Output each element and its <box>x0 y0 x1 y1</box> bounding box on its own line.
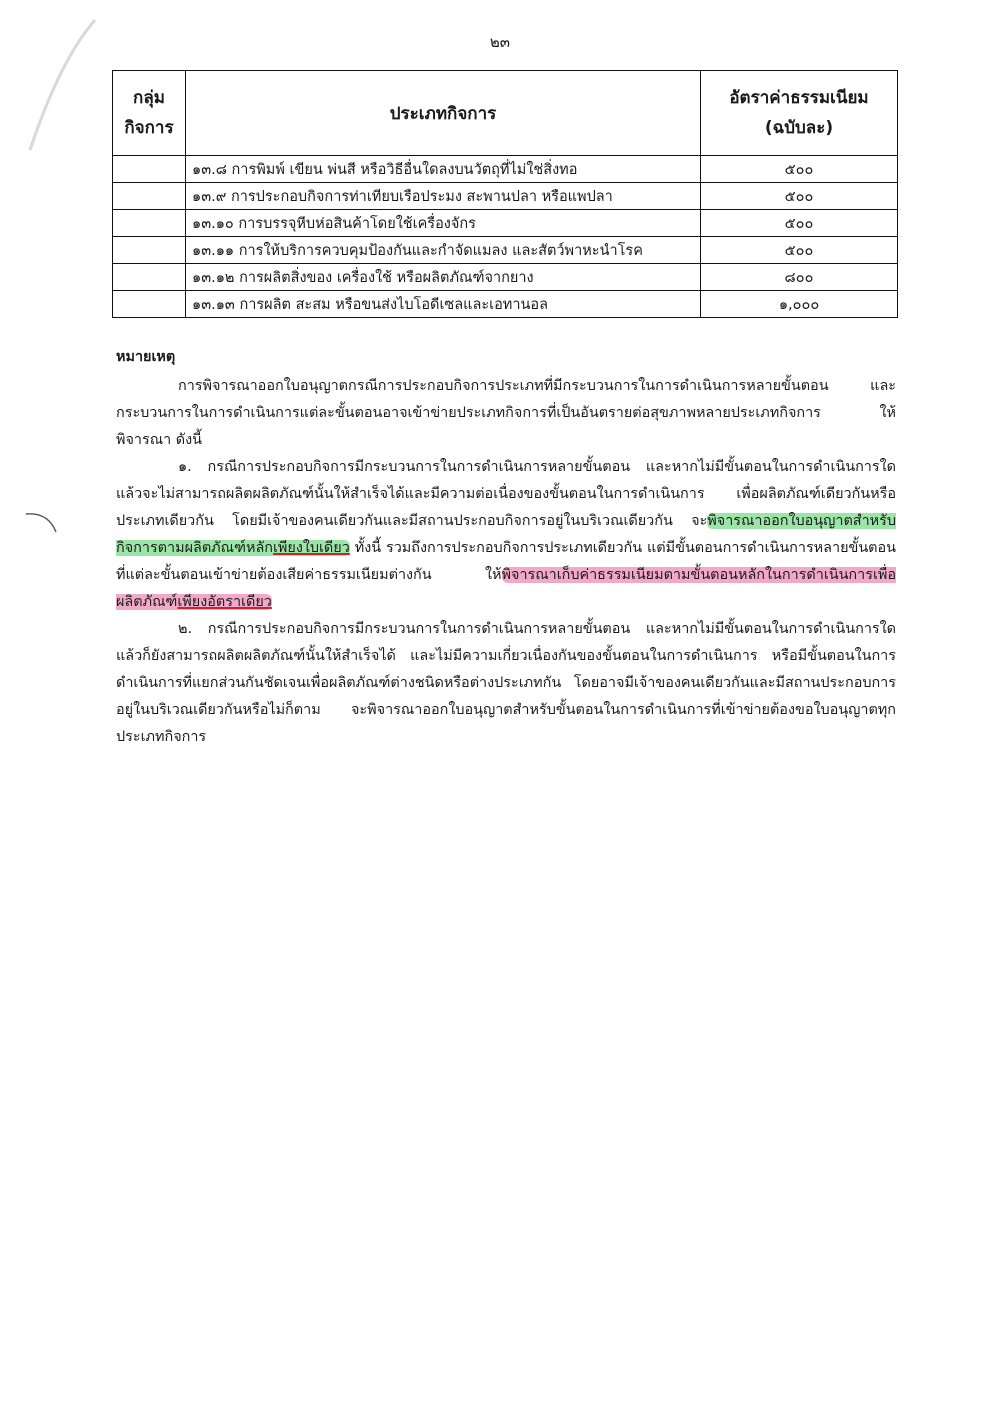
fee-cell: ๕๐๐ <box>701 183 898 210</box>
type-cell: ๑๓.๘ การพิมพ์ เขียน พ่นสี หรือวิธีอื่นใดลงบนวัตถุที่ไม่ใช่สิ่งทอ <box>186 156 701 183</box>
table-row <box>113 156 898 183</box>
type-cell: ๑๓.๑๒ การผลิตสิ่งของ เครื่องใช้ หรือผลิตภัณฑ์จากยาง <box>186 264 701 291</box>
item1-highlight-2: พิจารณาเก็บค่าธรรมเนียมตามขั้นตอนหลักในการดำเนินการเพื่อผลิตภัณฑ์ <box>116 567 896 610</box>
notes-intro: การพิจารณาออกใบอนุญาตกรณีการประกอบกิจการประเภทที่มีกระบวนการในการดำเนินการหลายขั้นตอน และกระบวนการในการดำเนินการแต่ละขั้นตอนอาจเข้าข่ายประเภทกิจการที่เป็นอันตรายต่อสุขภาพหลายประเภทกิจการ ให้พิจารณา ดังนี้ <box>116 378 896 448</box>
fee-cell: ๑,๐๐๐ <box>701 291 898 318</box>
item1-highlight-1-underlined: เพียงใบเดียว <box>272 540 350 556</box>
group-cell <box>113 264 186 291</box>
fee-table-header-row <box>113 71 898 156</box>
table-row <box>113 291 898 318</box>
header-fee-rate: อัตราค่าธรรมเนียม (ฉบับละ) <box>701 71 898 156</box>
fee-cell: ๕๐๐ <box>701 156 898 183</box>
scan-artifact-corner <box>0 0 120 170</box>
group-cell <box>113 210 186 237</box>
table-row <box>113 210 898 237</box>
page-number: ๒๓ <box>489 33 511 51</box>
item1-text-b: ทั้งนี้ รวมถึงการประกอบกิจการประเภทเดียวกัน แต่มีขั้นตอนการดำเนินการหลายขั้นตอนที่แต่ละขั้นตอนเข้าข่ายต้องเสียค่าธรรมเนียมต่างกัน ให้ <box>116 540 896 583</box>
header-group: กลุ่ม กิจการ <box>113 71 186 156</box>
group-cell <box>113 156 186 183</box>
group-cell <box>113 237 186 264</box>
table-row <box>113 264 898 291</box>
table-row <box>113 183 898 210</box>
fee-table <box>112 70 898 318</box>
header-business-type: ประเภทกิจการ <box>186 71 701 156</box>
type-cell: ๑๓.๑๐ การบรรจุหีบห่อสินค้าโดยใช้เครื่องจักร <box>186 210 701 237</box>
fee-cell: ๕๐๐ <box>701 210 898 237</box>
type-cell: ๑๓.๙ การประกอบกิจการท่าเทียบเรือประมง สะพานปลา หรือแพปลา <box>186 183 701 210</box>
item1-highlight-2-underlined: เพียงอัตราเดียว <box>177 594 272 610</box>
notes-title: หมายเหตุ <box>116 349 176 365</box>
type-cell: ๑๓.๑๑ การให้บริการควบคุมป้องกันและกำจัดแมลง และสัตว์พาหะนำโรค <box>186 237 701 264</box>
fee-cell: ๕๐๐ <box>701 237 898 264</box>
group-cell <box>113 291 186 318</box>
group-cell <box>113 183 186 210</box>
type-cell: ๑๓.๑๓ การผลิต สะสม หรือขนส่งไบโอดีเซลและเอทานอล <box>186 291 701 318</box>
table-row <box>113 237 898 264</box>
notes-item-1 <box>116 454 896 616</box>
notes-section <box>116 344 896 751</box>
scan-artifact-curve <box>22 508 62 538</box>
fee-cell: ๘๐๐ <box>701 264 898 291</box>
item1-highlight-1: พิจารณาออกใบอนุญาตสำหรับกิจการตามผลิตภัณฑ์หลัก <box>116 513 896 556</box>
item1-text-a: ๑. กรณีการประกอบกิจการมีกระบวนการในการดำเนินการหลายขั้นตอน และหากไม่มีขั้นตอนในการดำเนินการใด แล้วจะไม่สามารถผลิตผลิตภัณฑ์นั้นให้สำเร็จได้และมีความต่อเนื่องของขั้นตอนในการดำเนินการ เพื่อผลิตภัณฑ์เดียวกันหรือประเภทเดียวกัน โดยมีเจ้าของคนเดียวกันและมีสถานประกอบกิจการอยู่ในบริเวณเดียวกัน จะ <box>116 459 896 529</box>
notes-item-2: ๒. กรณีการประกอบกิจการมีกระบวนการในการดำเนินการหลายขั้นตอน และหากไม่มีขั้นตอนในการดำเนินการใด แล้วก็ยังสามารถผลิตผลิตภัณฑ์นั้นให้สำเร็จได้ และไม่มีความเกี่ยวเนื่องกันของขั้นตอนในการดำเนินการ หรือมีขั้นตอนในการดำเนินการที่แยกส่วนกันชัดเจนเพื่อผลิตภัณฑ์ต่างชนิดหรือต่างประเภทกัน โดยอาจมีเจ้าของคนเดียวกันและมีสถานประกอบการอยู่ในบริเวณเดียวกันหรือไม่ก็ตาม จะพิจารณาออกใบอนุญาตสำหรับขั้นตอนในการดำเนินการที่เข้าข่ายต้องขอใบอนุญาตทุกประเภทกิจการ <box>116 621 896 745</box>
